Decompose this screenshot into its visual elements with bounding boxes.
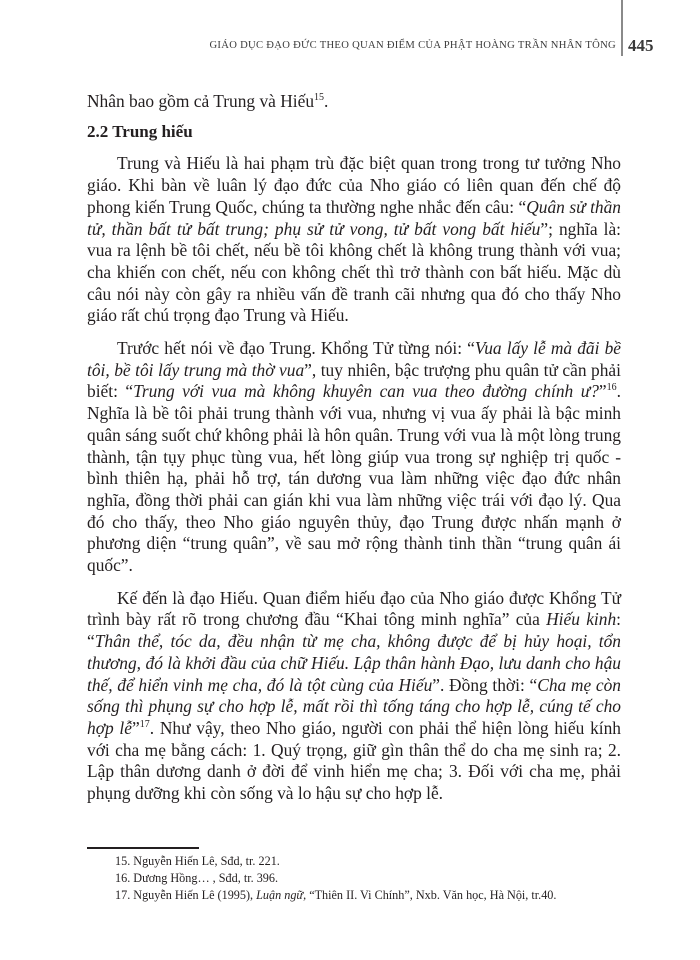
text-run: ”; nghĩa là: vua ra lệnh bề tôi chết, nếu bề tôi không chết là không trung thành với vua; cha khiến con chết, nếu con không chết thì trở thành con bất hiếu. Mặc dù câu nói này còn gây ra nhiều vấn đề tranh cãi nhưng qua đó cho thấy Nho giáo rất chú trọng đạo Trung và Hiếu. [87, 218, 621, 326]
text-run: : “ [87, 609, 621, 652]
footnote-number: 17. [115, 888, 131, 902]
footnote-text: Nguyễn Hiến Lê (1995), [133, 888, 257, 902]
footnote-number: 16. [115, 871, 131, 885]
italic-quote: Quân sử thần tử, thần bất tử bất trung; phụ sử tử vong, tử bất vong bất hiếu [87, 196, 621, 239]
text-run: ” [131, 717, 140, 738]
opening-line [87, 91, 621, 113]
footnote-number: 15. [115, 854, 131, 868]
running-header-title: GIÁO DỤC ĐẠO ĐỨC THEO QUAN ĐIỂM CỦA PHẬT HOÀNG TRẦN NHÂN TÔNG [209, 40, 616, 51]
italic-quote: Cha mẹ còn sống thì phụng sự cho hợp lễ, mất rồi thì tống táng cho hợp lễ, cúng tế cho hợp lễ [87, 674, 621, 738]
text-run: ” [598, 381, 607, 402]
footnote-17 [115, 887, 635, 904]
paragraph-trung-hieu [87, 153, 621, 327]
footnotes [115, 853, 635, 904]
footnote-ref-15[interactable]: 15 [314, 92, 325, 104]
italic-quote: Hiếu kinh [546, 609, 617, 630]
text-run: ”. Đồng thời: “ [432, 674, 538, 695]
footnote-book-title: Luận ngữ, [256, 888, 307, 902]
section-heading: 2.2 Trung hiếu [87, 121, 193, 141]
footnote-16 [115, 870, 635, 887]
paragraph-dao-trung [87, 338, 621, 577]
main-text [87, 91, 621, 805]
italic-quote: Vua lấy lễ mà đãi bề tôi, bề tôi lấy trung mà thờ vua [87, 338, 621, 380]
text-run: Kế đến là đạo Hiếu. Quan điểm hiếu đạo của Nho giáo được Khổng Tử trình bày rất rõ trong chương đầu “Khai tông minh nghĩa” của [87, 587, 621, 630]
footnote-text: Dương Hồng… , Sđd, tr. 396. [133, 871, 279, 885]
opening-line-text: Nhân bao gồm cả Trung và Hiếu [87, 91, 315, 111]
footnote-15 [115, 853, 635, 870]
italic-quote: Trung với vua mà không khuyên can vua theo đường chính ư? [133, 381, 599, 402]
header-vertical-rule [621, 0, 623, 56]
text-run: . Nghĩa là bề tôi phải trung thành với vua, nhưng vị vua ấy phải là bậc minh quân sáng suốt chứ không phải là hôn quân. Trung với vua là một lòng trung thành, tận tụy phục tùng vua, hết lòng giúp vua trong sự nghiệp trị quốc - bình thiên hạ, phải hỗ trợ, tán dương vua làm những việc đạo đức nhân nghĩa, đồng thời phải can gián khi vua làm những việc trái với đạo lý. Qua đó cho thấy, theo Nho giáo nguyên thủy, đạo Trung được nhấn mạnh ở phương diện “trung quân”, về sau mở rộng thành tinh thần “trung quân ái quốc”. [87, 381, 621, 576]
footnote-text: Nguyễn Hiến Lê, Sđd, tr. 221. [133, 854, 280, 868]
text-run: . Như vậy, theo Nho giáo, người con phải thể hiện lòng hiếu kính với cha mẹ bằng cách: 1. Quý trọng, giữ gìn thân thể do cha mẹ sinh ra; 2. Lập thân dương danh ở đời để vinh hiển mẹ cha; 3. Đối với cha mẹ, phải phụng dưỡng khi còn sống và lo hậu sự cho hợp lễ. [87, 717, 621, 804]
italic-quote: Thân thể, tóc da, đều nhận từ mẹ cha, không được để bị hủy hoại, tổn thương, đó là khởi đầu của chữ Hiếu. Lập thân hành Đạo, lưu danh cho hậu thế, để hiển vinh mẹ cha, đó là tột cùng của Hiếu [87, 631, 621, 695]
opening-line-tail: . [324, 91, 329, 111]
text-run: Trung và Hiếu là hai phạm trù đặc biệt quan trong trong tư tưởng Nho giáo. Khi bàn về luân lý đạo đức của Nho giáo có liên quan đến chế độ phong kiến Trung Quốc, chúng ta thường nghe nhắc đến câu: “ [87, 153, 621, 217]
page-number: 445 [628, 36, 654, 55]
text-run: Trước hết nói về đạo Trung. Khổng Tử từng nói: “ [117, 338, 475, 359]
text-run: ”, tuy nhiên, bậc trượng phu quân tử cần phải biết: “ [87, 359, 621, 402]
footnote-separator [87, 847, 199, 849]
footnote-ref[interactable]: 17 [139, 719, 150, 731]
footnote-text: “Thiên II. Vi Chính”, Nxb. Văn học, Hà Nội, tr.40. [306, 888, 557, 902]
footnote-ref[interactable]: 16 [606, 382, 617, 394]
paragraph-dao-hieu [87, 588, 621, 805]
